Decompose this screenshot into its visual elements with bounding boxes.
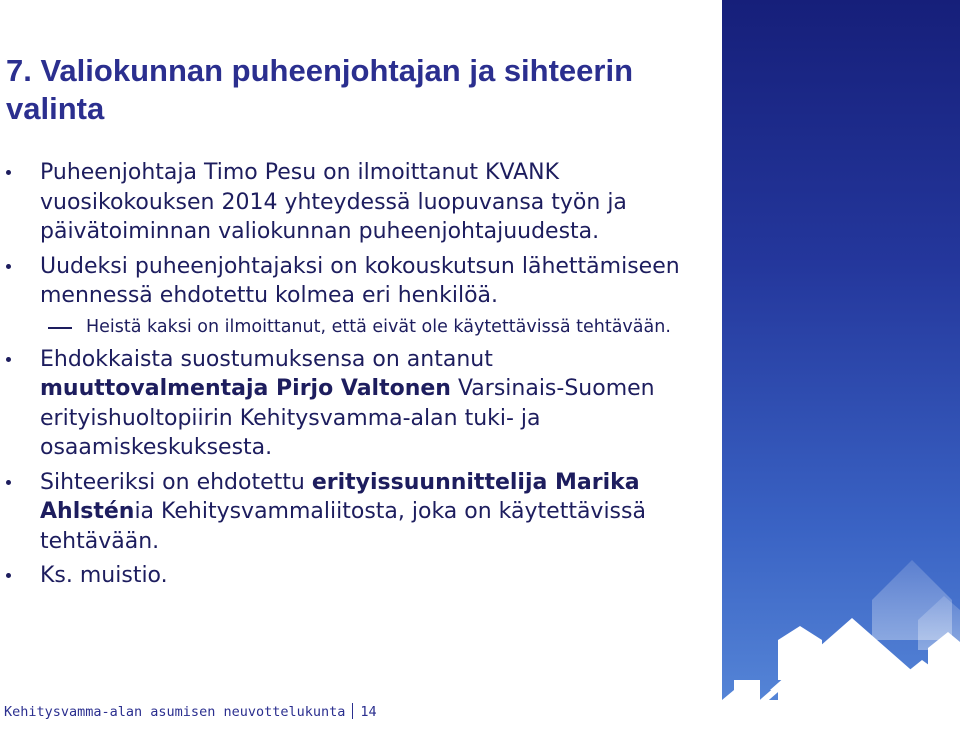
bullet-text-pre: Sihteeriksi on ehdotettu xyxy=(40,469,312,495)
sub-bullet-text: Heistä kaksi on ilmoittanut, että eivät ole käytettävissä tehtävään. xyxy=(86,316,671,337)
bullet-item xyxy=(0,561,712,591)
bullet-item xyxy=(0,158,712,247)
slide-title: 7. Valiokunnan puheenjohtajan ja sihteerin valinta xyxy=(6,53,634,126)
bullet-text-pre: Ehdokkaista suostumuksensa on antanut xyxy=(40,346,493,372)
footer xyxy=(4,703,377,720)
bullet-item xyxy=(0,345,712,463)
bullet-text-bold: erityissuunnittelija Marika Ahlstén xyxy=(40,469,640,524)
dash-icon xyxy=(48,327,72,329)
footer-divider xyxy=(352,703,353,719)
bullet-text: Uudeksi puheenjohtajaksi on kokouskutsun lähettämiseen mennessä ehdotettu kolmea eri henkilöä. xyxy=(40,253,680,308)
bullet-text-bold: muuttovalmentaja Pirjo Valtonen xyxy=(40,376,451,401)
bullet-dot-icon xyxy=(6,480,11,485)
bullet-dot-icon xyxy=(6,357,11,362)
bullet-item xyxy=(0,252,712,311)
bullet-text-post: ia Kehitysvammaliitosta, joka on käytettävissä tehtävään. xyxy=(40,499,646,554)
bullet-item xyxy=(0,468,712,557)
footer-org: Kehitysvamma-alan asumisen neuvottelukunta xyxy=(4,704,346,720)
bullet-list xyxy=(0,158,712,591)
bullet-dot-icon xyxy=(6,573,11,578)
sub-bullet-item xyxy=(0,314,712,341)
bullet-dot-icon xyxy=(6,170,11,175)
bullet-dot-icon xyxy=(6,264,11,269)
decorative-side-panel xyxy=(722,0,960,756)
bullet-text-post: Varsinais-Suomen erityishuoltopiirin Kehitysvamma-alan tuki- ja osaamiskeskuksesta. xyxy=(40,376,655,460)
page-number: 14 xyxy=(360,704,377,720)
bullet-text: Puheenjohtaja Timo Pesu on ilmoittanut KVANK vuosikokouksen 2014 yhteydessä luopuvansa työn ja päivätoiminnan valiokunnan puheenjohtajuudesta. xyxy=(40,160,627,244)
houses-illustration-icon xyxy=(722,0,960,756)
bullet-text: Ks. muistio. xyxy=(40,563,168,588)
